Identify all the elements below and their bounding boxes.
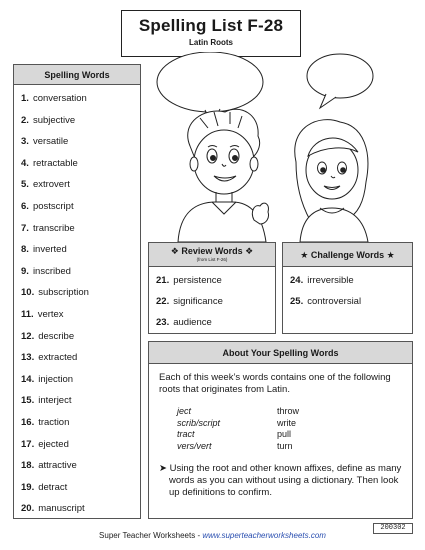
word-text: traction (38, 417, 70, 428)
word-number: 14. (21, 373, 35, 385)
word-text: extracted (38, 352, 78, 364)
word-text: significance (173, 296, 223, 307)
word-number: 16. (21, 417, 35, 428)
spelling-word-item (21, 309, 64, 320)
review-words-subheading: (from List F-26) (196, 257, 228, 262)
word-number: 5. (21, 179, 29, 191)
word-text: subjective (32, 114, 76, 126)
word-number: 25. (290, 296, 304, 307)
root-latin: tract (177, 429, 195, 439)
word-number: 17. (21, 438, 35, 450)
worksheet-code: 200302 (373, 523, 413, 534)
word-number: 7. (21, 222, 29, 234)
spelling-word-item (21, 136, 68, 147)
word-number: 12. (21, 330, 35, 342)
word-text: subscription (38, 287, 89, 299)
spelling-words-heading: Spelling Words (14, 65, 140, 85)
review-words-heading: ❖ Review Words ❖ (170, 246, 254, 256)
spelling-word-item (21, 374, 73, 385)
review-words-header (149, 243, 275, 267)
spelling-word-item (21, 201, 74, 212)
word-number: 19. (21, 481, 35, 493)
word-number: 21. (156, 275, 170, 286)
word-number: 20. (21, 503, 35, 515)
footer-url-link[interactable]: www.superteacherworksheets.com (202, 531, 326, 540)
word-text: versatile (32, 136, 69, 148)
spelling-word-item (21, 93, 87, 104)
about-heading: About Your Spelling Words (149, 342, 412, 364)
speech-bubble-right-icon (307, 54, 373, 108)
word-number: 15. (21, 395, 35, 407)
challenge-words-heading: ★ Challenge Words ★ (300, 250, 395, 260)
review-words-box (148, 242, 276, 334)
word-text: describe (38, 330, 75, 342)
challenge-word-item (290, 296, 361, 307)
word-text: retractable (32, 157, 78, 169)
spelling-words-panel (13, 64, 141, 519)
root-meaning: write (277, 417, 297, 428)
spelling-word-item (21, 179, 70, 190)
word-text: injection (38, 373, 74, 385)
root-latin: vers/vert (177, 440, 212, 451)
word-text: interject (38, 395, 72, 407)
root-meaning: pull (277, 429, 292, 439)
root-meaning: turn (277, 440, 293, 451)
title-box (121, 10, 301, 57)
word-text: transcribe (32, 222, 75, 234)
spelling-word-item (21, 244, 67, 255)
root-row (177, 406, 377, 418)
spelling-word-item (21, 331, 74, 342)
about-instruction-text: ➤ Using the root and other known affixes, define as many words as you can without using a dictionary. Then look up definitions to confirm. (159, 463, 402, 498)
word-text: inverted (32, 244, 67, 256)
word-number: 24. (290, 275, 304, 286)
spelling-word-item (21, 158, 78, 169)
two-kids-talking-illustration (150, 52, 415, 242)
word-text: conversation (32, 93, 87, 104)
word-number: 4. (21, 157, 29, 169)
spelling-word-item (21, 460, 77, 471)
word-text: vertex (37, 309, 64, 320)
word-number: 6. (21, 201, 29, 212)
word-number: 23. (156, 317, 170, 328)
review-word-item (156, 275, 222, 286)
word-text: controversial (307, 296, 362, 307)
root-row (177, 418, 377, 430)
about-intro-text: Each of this week’s words contains one of the following roots that originates from Latin. (159, 372, 391, 395)
review-word-item (156, 296, 223, 307)
word-number: 8. (21, 244, 29, 256)
word-number: 13. (21, 352, 35, 364)
word-text: irreversible (307, 275, 354, 286)
spelling-word-item (21, 223, 75, 234)
root-row (177, 429, 377, 441)
word-text: postscript (32, 201, 74, 212)
spelling-word-item (21, 482, 67, 493)
spelling-word-item (21, 352, 77, 363)
word-text: inscribed (32, 265, 71, 277)
word-number: 18. (21, 460, 35, 472)
spelling-word-item (21, 266, 71, 277)
page-subtitle: Latin Roots (189, 38, 233, 47)
spelling-word-item (21, 417, 69, 428)
word-number: 11. (21, 309, 34, 320)
word-number: 22. (156, 296, 170, 307)
challenge-words-box (282, 242, 413, 334)
boy-figure-icon (178, 109, 269, 242)
footer-prefix: Super Teacher Worksheets - (99, 531, 203, 540)
word-number: 3. (21, 136, 29, 148)
spelling-word-item (21, 439, 69, 450)
word-text: persistence (173, 275, 222, 286)
word-number: 10. (21, 287, 35, 299)
word-number: 2. (21, 114, 29, 126)
word-text: attractive (38, 460, 77, 472)
about-spelling-words-box (148, 341, 413, 519)
girl-figure-icon (295, 120, 368, 242)
challenge-word-item (290, 275, 354, 286)
root-latin: ject (177, 406, 192, 416)
root-meaning: throw (277, 406, 300, 416)
word-text: detract (38, 481, 68, 493)
spelling-word-item (21, 115, 75, 126)
word-number: 9. (21, 265, 29, 277)
review-word-item (156, 317, 212, 328)
spelling-word-item (21, 395, 71, 406)
word-text: manuscript (38, 503, 85, 515)
footer (0, 531, 425, 540)
challenge-words-header (283, 243, 412, 267)
spelling-word-item (21, 287, 89, 298)
latin-roots-table (177, 406, 377, 452)
root-latin: scrib/script (177, 417, 221, 428)
word-text: extrovert (32, 179, 70, 191)
spelling-word-item (21, 503, 85, 514)
word-number: 1. (21, 93, 29, 104)
word-text: ejected (38, 438, 69, 450)
word-text: audience (173, 317, 212, 328)
root-row (177, 441, 377, 453)
page-title: Spelling List F-28 (138, 16, 284, 35)
